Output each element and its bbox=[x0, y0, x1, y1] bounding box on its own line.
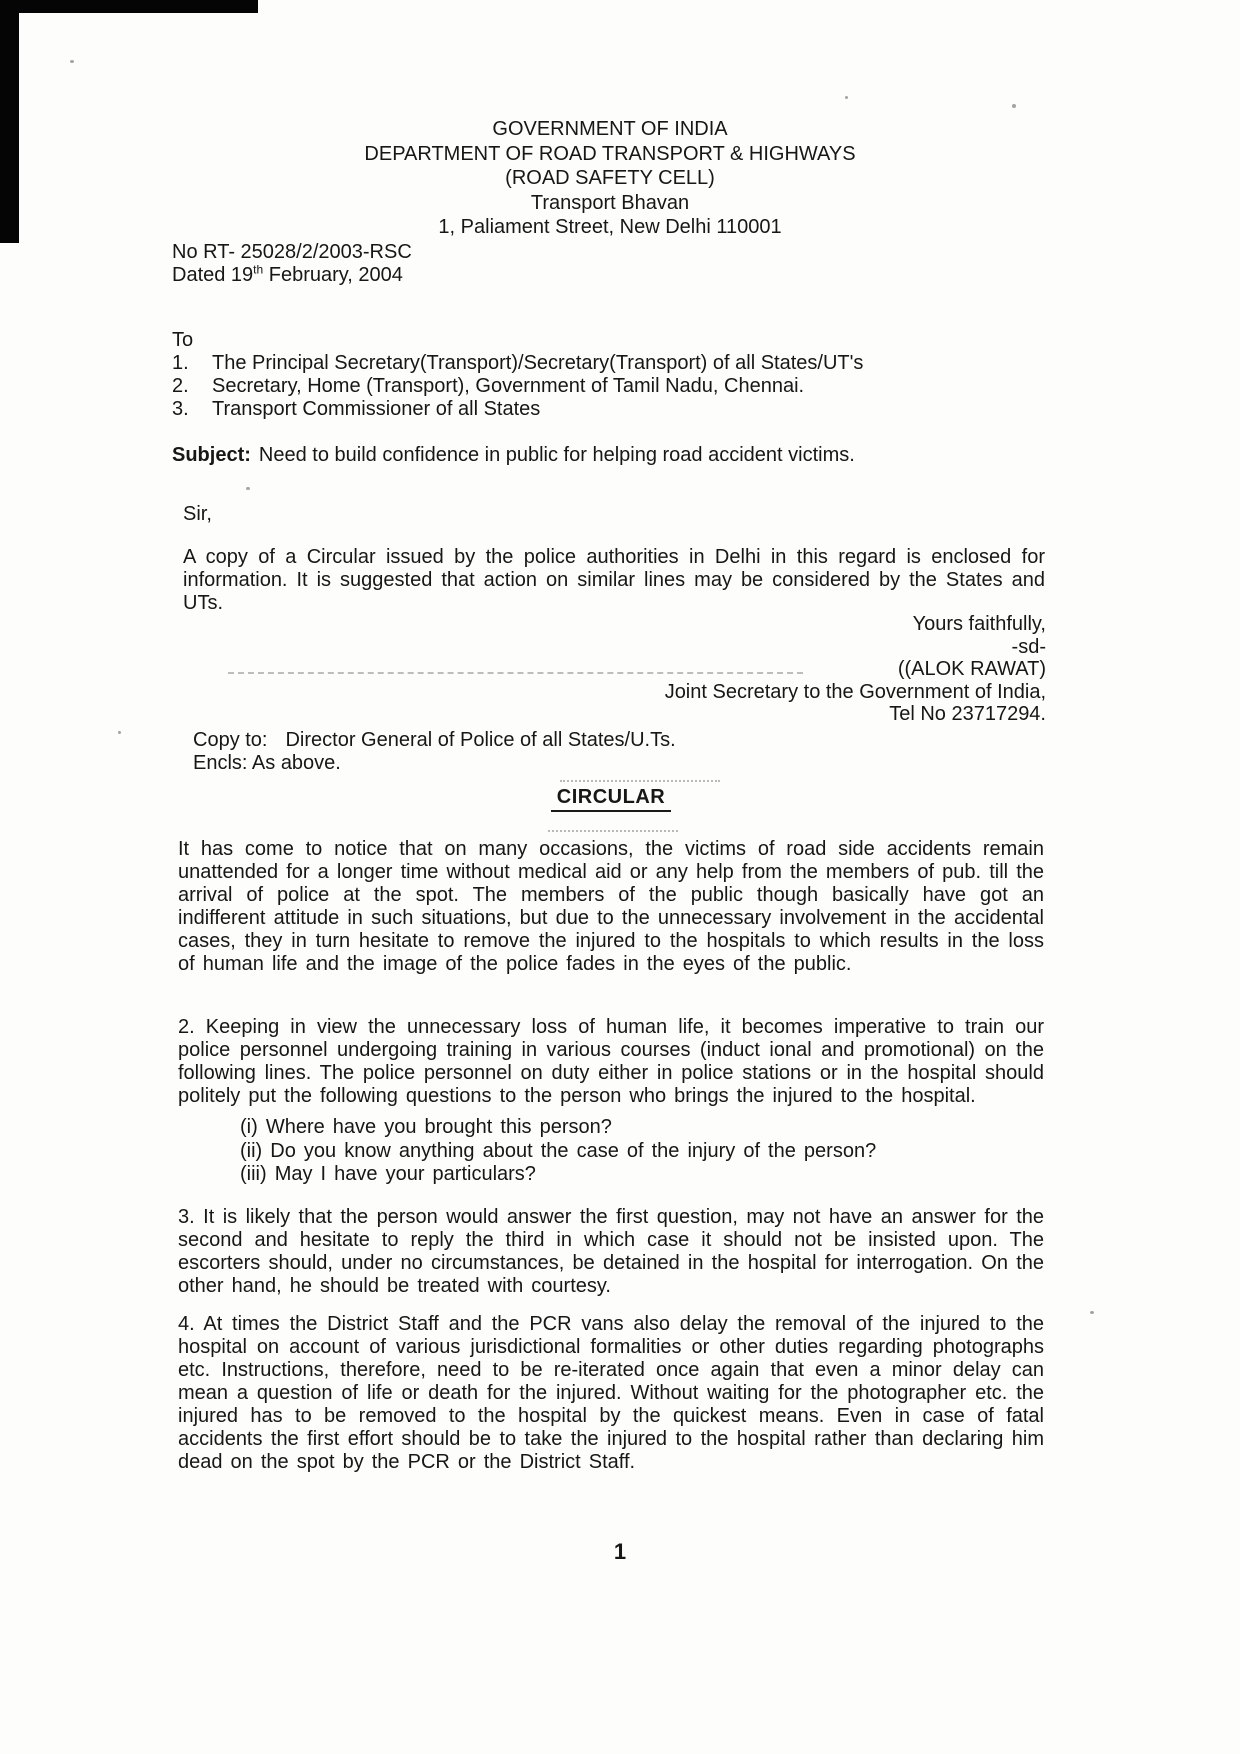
circular-title-wrap bbox=[178, 786, 1044, 812]
circular-body bbox=[178, 838, 1044, 1514]
addressee-item bbox=[172, 375, 863, 398]
page-number: 1 bbox=[613, 1539, 627, 1564]
addressee-item bbox=[172, 352, 863, 375]
circular-paragraph-2: 2. Keeping in view the unnecessary loss of human life, it becomes imperative to train our police personnel undergoing training in various courses (induct ional and promotional) on the following lines. The police personnel on duty either in police stations or in the hospital should politely put the following questions to the person who brings the injured to the hospital. bbox=[178, 1016, 1044, 1107]
subject-line bbox=[172, 444, 855, 467]
signatory-name: ((ALOK RAWAT) bbox=[897, 658, 1046, 680]
enclosures-line: Encls: As above. bbox=[193, 752, 341, 774]
scan-speck bbox=[1090, 1311, 1094, 1314]
signature-block bbox=[665, 613, 1046, 726]
copy-to-label: Copy to: bbox=[193, 729, 268, 751]
question-item: (i) Where have you brought this person? bbox=[240, 1116, 612, 1138]
addressee-text: The Principal Secretary(Transport)/Secretary(Transport) of all States/UT's bbox=[212, 352, 864, 374]
subject-text: Need to build confidence in public for helping road accident victims. bbox=[258, 444, 855, 466]
circular-paragraph-1: It has come to notice that on many occasions, the victims of road side accidents remain unattended for a longer time without medical aid or any help from the members of pub. till the arrival of police at the spot. The members of the public though basically have got an indifferent attitude in such situations, but due to the unnecessary involvement in the accidental cases, they in turn hesitate to remove the injured to the hospitals to which results in the loss of human life and the image of the police fades in the eyes of the public. bbox=[178, 838, 1044, 975]
scan-dash-artifact bbox=[228, 672, 803, 674]
scan-dots-artifact bbox=[548, 830, 678, 832]
reference-block bbox=[172, 241, 412, 287]
letterhead-cell: (ROAD SAFETY CELL) bbox=[505, 167, 715, 189]
letterhead-address: 1, Paliament Street, New Delhi 110001 bbox=[438, 216, 782, 238]
letter-body-paragraph: A copy of a Circular issued by the police authorities in Delhi in this regard is enclosed for information. It is suggested that action on similar lines may be considered by the States and UTs. bbox=[183, 546, 1045, 614]
copy-to-line bbox=[193, 729, 676, 752]
date-prefix: Dated 19 bbox=[172, 264, 254, 286]
copy-block bbox=[193, 729, 676, 775]
date-rest: February, 2004 bbox=[263, 264, 403, 286]
circular-paragraph-4: 4. At times the District Staff and the PCR vans also delay the removal of the injured to the hospital on account of various jurisdictional formalities or other duties regarding photographs etc. Instructions, therefore, need to be re-iterated once again that even a minor delay can mean a question of life or death for the injured. Without waiting for the photographer etc. the injured has to be removed to the hospital by the quickest means. Even in case of fatal accidents the first effort should be to take the injured to the hospital rather than declaring him dead on the spot by the PCR or the District Staff. bbox=[178, 1312, 1044, 1473]
question-item: (iii) May I have your particulars? bbox=[240, 1163, 536, 1185]
question-item: (ii) Do you know anything about the case of the injury of the person? bbox=[240, 1139, 877, 1162]
reference-number: No RT- 25028/2/2003-RSC bbox=[172, 241, 412, 263]
signature-closing: Yours faithfully, bbox=[912, 613, 1046, 635]
scan-speck bbox=[118, 731, 121, 734]
addressee-number: 1. bbox=[172, 352, 189, 374]
salutation: Sir, bbox=[183, 503, 212, 525]
copy-to-text: Director General of Police of all States/U.Ts. bbox=[285, 729, 676, 751]
scan-speck bbox=[845, 96, 848, 99]
letterhead-building: Transport Bhavan bbox=[530, 191, 690, 214]
circular-paragraph-3: 3. It is likely that the person would answer the first question, may not have an answer for the second and hesitate to reply the third in which case it should not be insisted upon. The escorters should, under no circumstances, be detained in the hospital for interrogation. On the other hand, he should be treated with courtesy. bbox=[178, 1205, 1044, 1297]
scan-dots-artifact bbox=[560, 780, 720, 782]
scan-speck bbox=[70, 60, 74, 63]
date-ordinal-suffix: th bbox=[253, 262, 264, 277]
circular-questions bbox=[178, 1116, 1044, 1187]
signatory-telephone: Tel No 23717294. bbox=[889, 703, 1046, 725]
addressee-block bbox=[172, 329, 863, 421]
circular-title: CIRCULAR bbox=[551, 786, 671, 812]
addressee-text: Transport Commissioner of all States bbox=[212, 398, 541, 420]
signatory-designation: Joint Secretary to the Government of India, bbox=[664, 680, 1046, 703]
addressee-item bbox=[172, 398, 863, 421]
addressee-text: Secretary, Home (Transport), Government of Tamil Nadu, Chennai. bbox=[212, 375, 805, 397]
letterhead-department: DEPARTMENT OF ROAD TRANSPORT & HIGHWAYS bbox=[364, 142, 856, 165]
scan-speck bbox=[1012, 104, 1016, 108]
subject-label: Subject: bbox=[172, 444, 251, 466]
addressee-number: 3. bbox=[172, 398, 189, 420]
scan-edge-artifact-left bbox=[0, 0, 19, 243]
signature-sd: -sd- bbox=[1011, 635, 1046, 658]
scan-speck bbox=[246, 487, 250, 490]
scan-edge-artifact-top bbox=[0, 0, 258, 13]
letterhead bbox=[185, 117, 1035, 240]
letterhead-government: GOVERNMENT OF INDIA bbox=[492, 118, 728, 140]
reference-date bbox=[172, 264, 412, 287]
addressee-label: To bbox=[172, 329, 194, 351]
addressee-number: 2. bbox=[172, 375, 189, 397]
